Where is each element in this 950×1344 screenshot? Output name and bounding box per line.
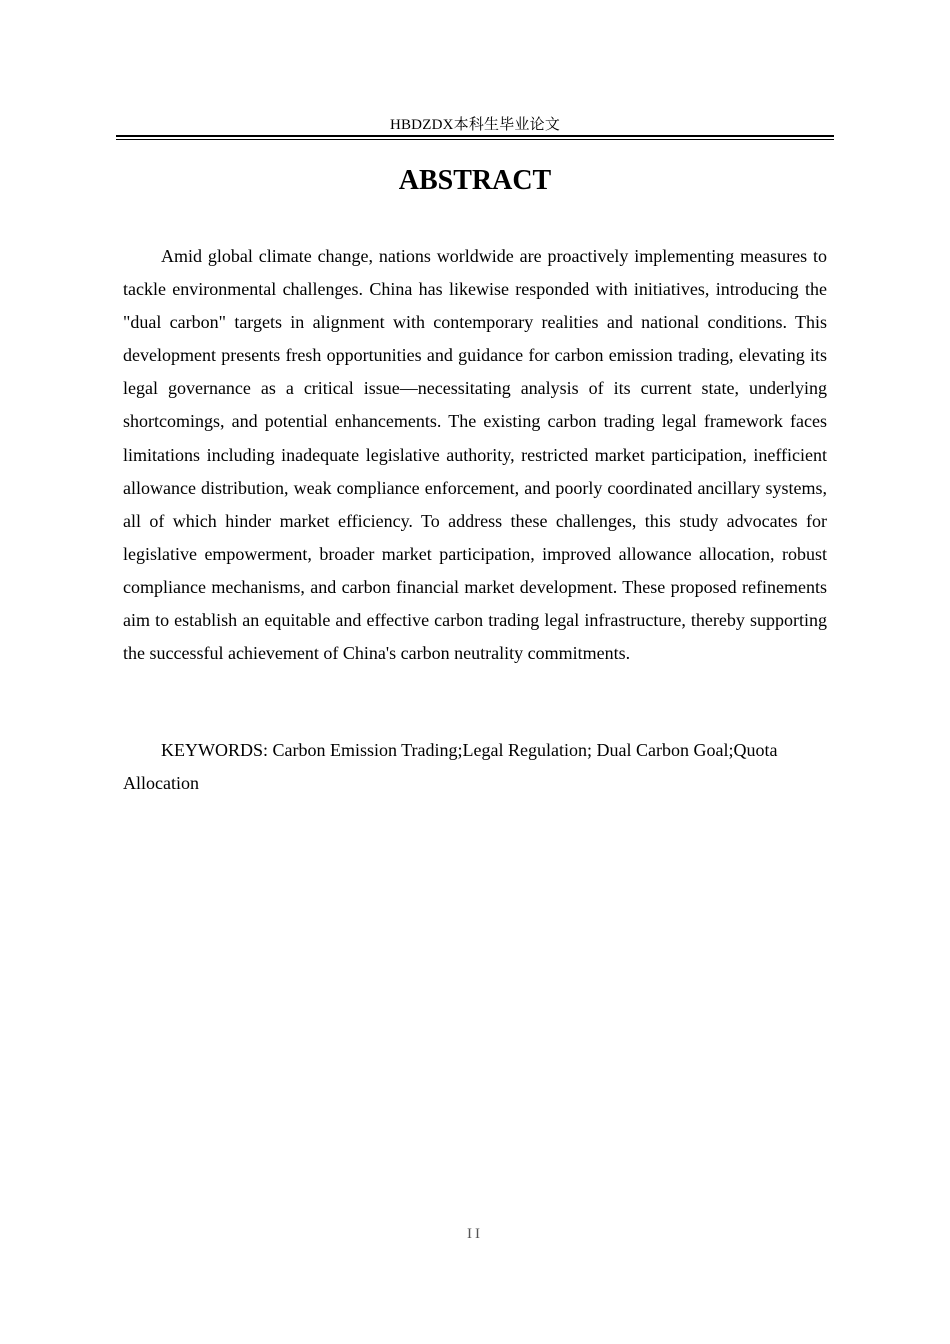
header-rule-thick [116, 135, 834, 137]
abstract-title: ABSTRACT [398, 165, 552, 196]
keywords: KEYWORDS: Carbon Emission Trading;Legal Regulation; Dual Carbon Goal;Quota Allocation [123, 740, 778, 793]
running-header: HBDZDX本科生毕业论文 [389, 117, 561, 133]
header-rule-thin [116, 139, 834, 140]
page-number: II [467, 1226, 483, 1242]
abstract-body: Amid global climate change, nations worldwide are proactively implementing measures to tackle environmental challenges. China has likewise responded with initiatives, introducing the "dual carbon" targets in alignment with contemporary realities and national conditions. This development presents fresh opportunities and guidance for carbon emission trading, elevating its legal governance as a critical issue—necessitating analysis of its current state, underlying shortcomings, and potential enhancements. The existing carbon trading legal framework faces limitations including inadequate legislative authority, restricted market participation, inefficient allowance distribution, weak compliance enforcement, and poorly coordinated ancillary systems, all of which hinder market efficiency. To address these challenges, this study advocates for legislative empowerment, broader market participation, improved allowance allocation, robust compliance mechanisms, and carbon financial market development. These proposed refinements aim to establish an equitable and effective carbon trading legal infrastructure, thereby supporting the successful achievement of China's carbon neutrality commitments. [123, 246, 827, 664]
